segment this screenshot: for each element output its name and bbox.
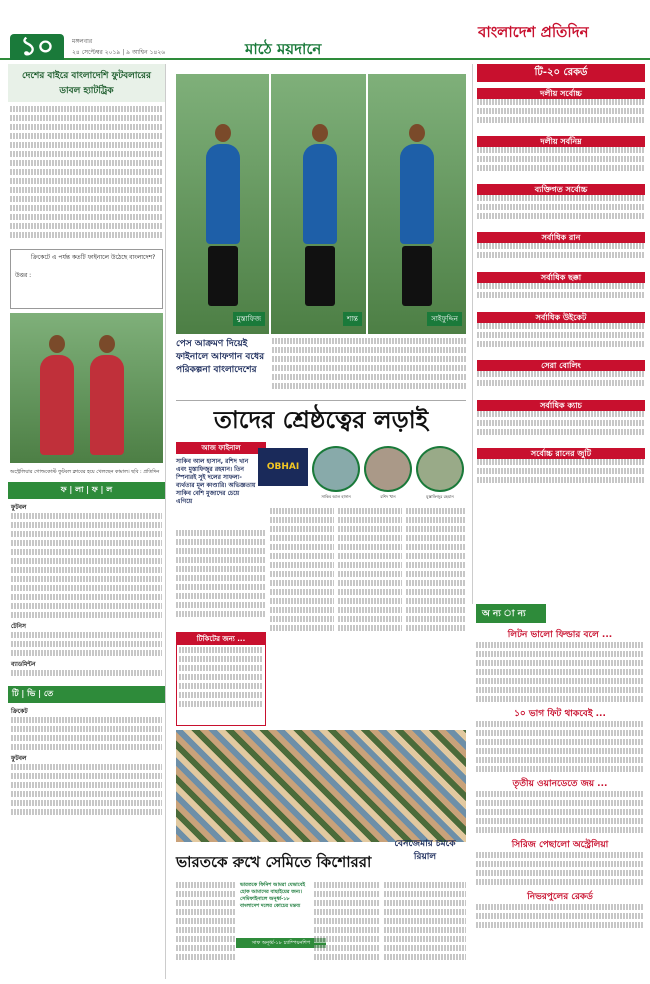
- portrait-rashid: [364, 446, 412, 492]
- others-header: অ ন্য া ন্য: [476, 604, 546, 623]
- fixture-tennis-label: টেনিস: [11, 623, 26, 630]
- pace-article: [272, 338, 466, 398]
- sponsor-logo: OBHAI: [258, 448, 308, 486]
- portrait-label-mustafiz: মুস্তাফিজুর রহমান: [426, 494, 454, 499]
- ticket-box: [176, 632, 266, 726]
- ten-percent-headline: ১০ ভাগ ফিট থাকবেই ...: [514, 709, 606, 719]
- bottom-headline: ভারতকে রুখে সেমিতে কিশোররা: [176, 853, 372, 871]
- box-team-highest: দলীয় সর্বোচ্চ: [477, 88, 645, 132]
- fixture-badminton-label: ব্যাডমিন্টন: [11, 661, 36, 668]
- bottom-col-1: [176, 882, 236, 978]
- score-bar: [236, 938, 326, 948]
- box-most-catches: সর্বাধিক ক্যাচ: [477, 400, 645, 444]
- left-article: [8, 102, 165, 245]
- third-odi-headline: তৃতীয় ওয়ানডেতে জয় ...: [512, 779, 608, 789]
- quote-box: [240, 882, 310, 938]
- portrait-shakib: [312, 446, 360, 492]
- box-best-bowling: সেরা বোলিং: [477, 360, 645, 396]
- tv-list: [8, 703, 165, 821]
- tv-header: টি | ভি | তে: [8, 686, 165, 703]
- ticket-header: টিকিটের জন্য ...: [177, 633, 265, 645]
- main-headline-box: [176, 400, 466, 440]
- score-bar-label: সাফ অনূর্ধ্ব-১৮ চ্যাম্পিয়নশিপ: [251, 940, 311, 946]
- caption-mustafiz: মুস্তাফিজ: [233, 312, 265, 326]
- box-team-lowest: দলীয় সর্বনিম্ন: [477, 136, 645, 180]
- left-top-headline: দেশের বাইরে বাংলাদেশি ফুটবলারের ডাবল হ্যাটট্রিক: [22, 71, 151, 96]
- photo-mustafiz: [176, 74, 271, 334]
- litton-headline: লিটন ভালো ফিল্ডার বলে ...: [507, 630, 613, 640]
- left-column: [8, 64, 166, 979]
- right-others-column: [476, 604, 644, 978]
- kamal-photo: [10, 313, 163, 463]
- article-col-3: [338, 508, 402, 658]
- portraits-row: [312, 446, 466, 506]
- fixtures-list: [8, 499, 165, 682]
- page-number: ১০: [10, 34, 64, 60]
- quote-text: ভারতকে ফিনিশ আমরা যেভাবেই হোক আমাদের বাছাইয়ের জন্য। সেমিফাইনালে অনূর্ধ্ব-১৮ বাংলাদেশ দলের কোচের মন্তব্য: [240, 882, 306, 909]
- left-headline-box: [8, 64, 165, 102]
- box-highest-partnership: সর্বোচ্চ রানের জুটি: [477, 448, 645, 492]
- caption-shanto: শান্ত: [343, 312, 362, 326]
- tv-football-label: ফুটবল: [11, 755, 27, 762]
- pace-headline-box: [176, 338, 266, 398]
- right-t20-column: [472, 64, 644, 604]
- portrait-label-shakib: সাকিব আল হাসান: [321, 494, 351, 499]
- main-headline: তাদের শ্রেষ্ঠত্বের লড়াই: [213, 406, 429, 434]
- chamber-headline-box: [384, 838, 466, 878]
- box-individual-highest: ব্যক্তিগত সর্বোচ্চ: [477, 184, 645, 228]
- page-header: [0, 0, 650, 60]
- lead-text: সাকিব আল হাসান, রশিদ খান এবং মুস্তাফিজুর রহমান। তিন স্পিনারই সুই দলের সাফল্য-ব্যর্থতার মূল কাণ্ডারি। অভিজ্ঞতায় সাকিব বেশি মুজাদের চেয়ে এগিয়ে: [176, 458, 256, 505]
- box-most-sixes: সর্বাধিক ছক্কা: [477, 272, 645, 308]
- article-col-2: [270, 508, 334, 658]
- section-title: মাঠে ময়দানে: [245, 40, 322, 58]
- chamber-headline: বেনজেমার চমকে রিয়াল: [394, 839, 456, 862]
- bottom-col-3: [384, 882, 466, 978]
- quiz-question: ক্রিকেটে এ পর্যন্ত কতটি ফাইনালে উঠেছে বাংলাদেশ?: [31, 254, 156, 261]
- article-col-1: [176, 530, 266, 630]
- final-tag: আজ ফাইনাল: [201, 444, 241, 452]
- bottom-col-2: [314, 882, 380, 978]
- box-most-runs: সর্বাধিক রান: [477, 232, 645, 268]
- t20-header: টি-২০ রেকর্ড: [477, 64, 645, 82]
- crowd-photo: [176, 730, 466, 842]
- portrait-mustafiz: [416, 446, 464, 492]
- masthead-logo: বাংলাদেশ প্রতিদিন: [478, 23, 589, 41]
- box-most-wickets: সর্বাধিক উইকেট: [477, 312, 645, 356]
- quiz-answer-label: উত্তর :: [15, 272, 32, 279]
- team-photos: [176, 74, 466, 334]
- date-line: মঙ্গলবার ২৪ সেপ্টেম্বর ২০১৯ | ৯ আশ্বিন ১৪২৬: [72, 38, 166, 56]
- series-headline: সিরিজ পেছালো অস্ট্রেলিয়া: [511, 840, 609, 850]
- final-tag-bar: [176, 442, 266, 454]
- caption-saifuddin: সাইফুদ্দিন: [427, 312, 462, 326]
- photo-caption: অস্ট্রেলিয়ার গোল্ডকোস্ট ফুটবল ক্লাবের হয়ে খেলছেন কামাল। ছবি : প্রতিদিন: [10, 469, 160, 475]
- portrait-label-rashid: রশিদ খান: [380, 494, 396, 499]
- photo-shanto: [273, 74, 368, 334]
- record-headline: নিভরপুলের রেকর্ড: [527, 892, 593, 902]
- fixture-football-label: ফুটবল: [11, 504, 27, 511]
- fixtures-header: ফ | লা | ফ | ল: [8, 482, 165, 499]
- tv-cricket-label: ক্রিকেট: [11, 708, 28, 715]
- quiz-box: [10, 249, 163, 309]
- photo-saifuddin: [370, 74, 466, 334]
- bottom-headline-box: [176, 846, 376, 880]
- article-col-4: [406, 508, 466, 658]
- pace-headline: পেস আক্রমণ দিয়েই ফাইনালে আফগান বধের পরিকল্পনা বাংলাদেশের: [176, 339, 265, 375]
